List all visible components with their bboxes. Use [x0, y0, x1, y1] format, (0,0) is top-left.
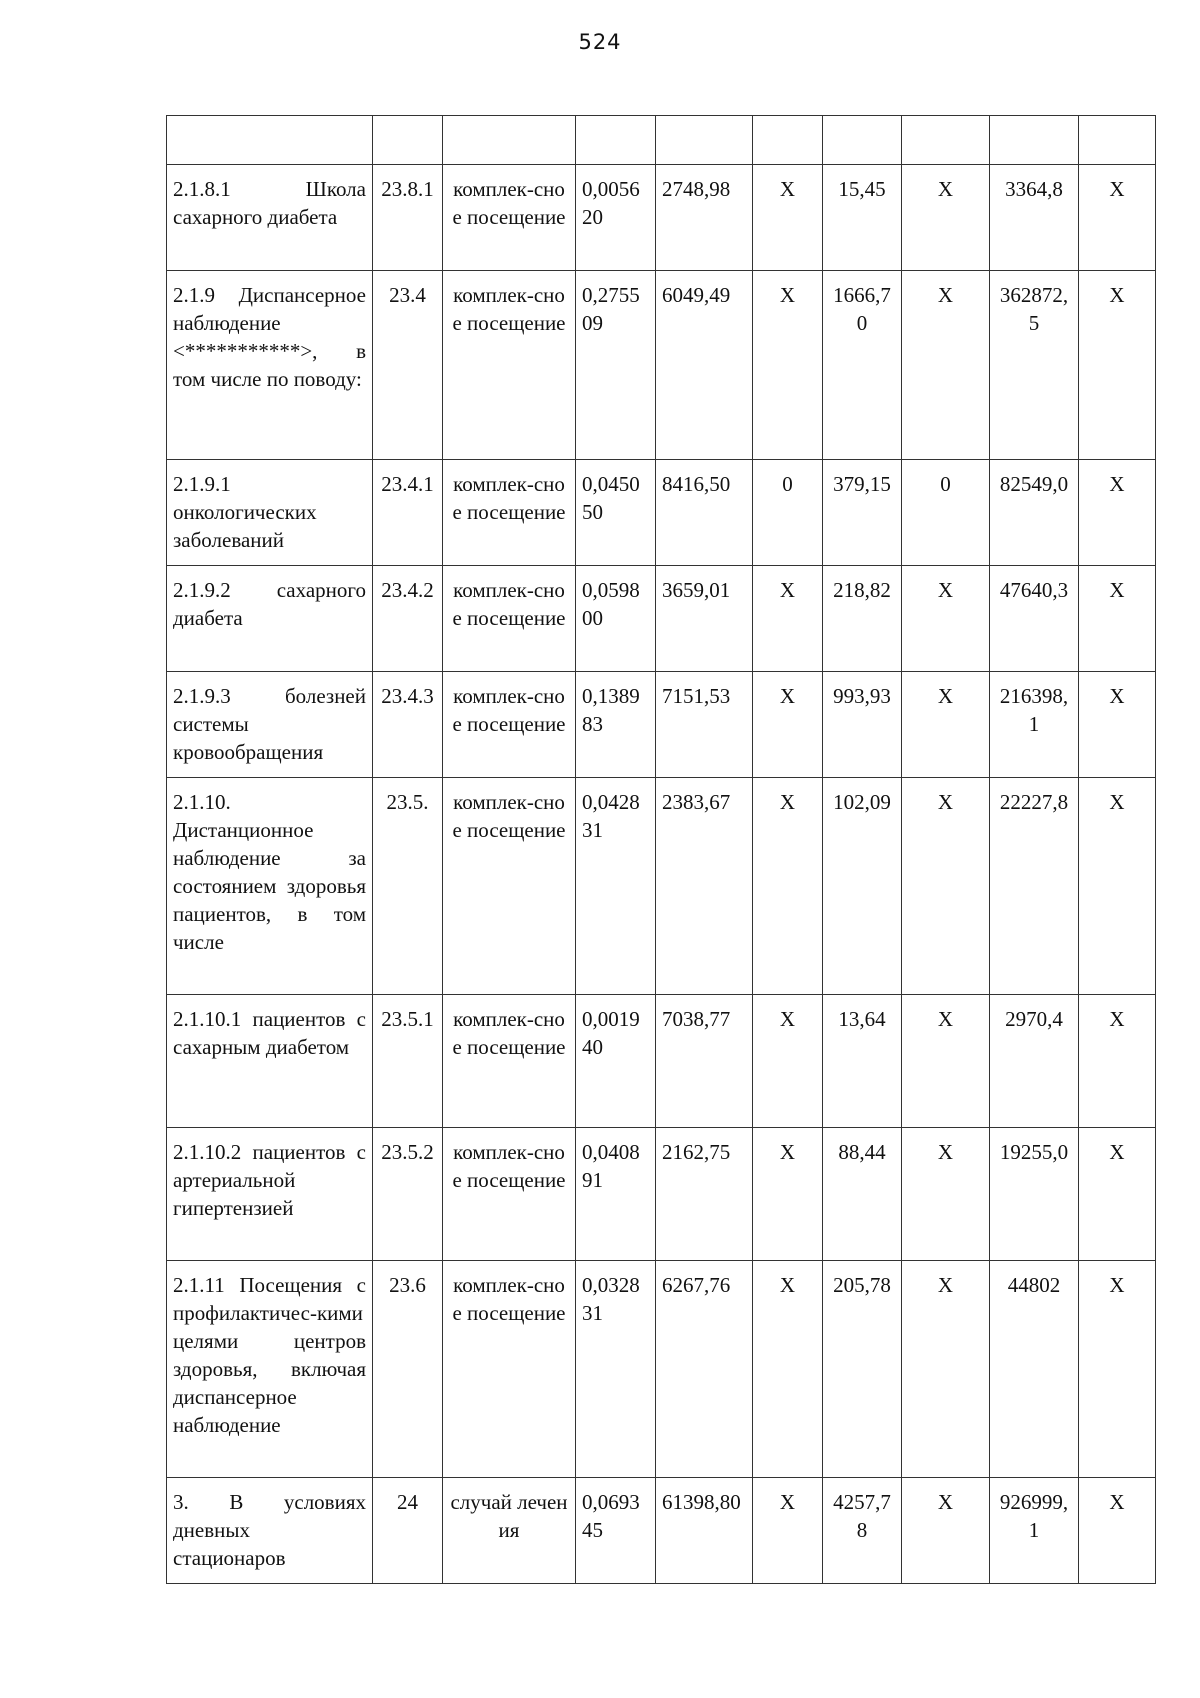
row-unit-cell: комплек-сное посещение	[443, 271, 576, 460]
row-unit-cell: комплек-сное посещение	[443, 165, 576, 271]
row-col9-cell: 47640,3	[990, 566, 1079, 672]
row-name-cell: 2.1.10. Дистанционное наблюдение за состоянием здоровья пациентов, в том числе	[167, 778, 373, 995]
row-col6-cell: X	[753, 1478, 823, 1584]
row-name-cell: 2.1.9.3 болезней системы кровообращения	[167, 672, 373, 778]
row-code-cell: 23.4.3	[373, 672, 443, 778]
row-col8-cell: X	[902, 271, 990, 460]
row-unit-cell: комплек-сное посещение	[443, 460, 576, 566]
row-norm-cell: 0,059800	[576, 566, 656, 672]
row-cost-cell: 7151,53	[656, 672, 753, 778]
table-row	[167, 1128, 1156, 1261]
table-row	[167, 778, 1156, 995]
row-col10-cell: X	[1079, 566, 1156, 672]
row-code-cell: 23.5.	[373, 778, 443, 995]
header-cell	[576, 116, 656, 165]
row-col7-cell: 205,78	[823, 1261, 902, 1478]
row-col8-cell: X	[902, 1261, 990, 1478]
row-norm-cell: 0,042831	[576, 778, 656, 995]
row-col6-cell: X	[753, 1128, 823, 1261]
row-code-cell: 23.4.2	[373, 566, 443, 672]
row-name-cell: 2.1.9.1 онкологических заболеваний	[167, 460, 373, 566]
row-col6-cell: X	[753, 165, 823, 271]
row-code-cell: 23.5.2	[373, 1128, 443, 1261]
row-col7-cell: 993,93	[823, 672, 902, 778]
row-col10-cell: X	[1079, 672, 1156, 778]
row-norm-cell: 0,005620	[576, 165, 656, 271]
row-col10-cell: X	[1079, 778, 1156, 995]
page-number: 524	[578, 30, 622, 54]
header-cell	[990, 116, 1079, 165]
row-col8-cell: X	[902, 165, 990, 271]
row-code-cell: 23.4.1	[373, 460, 443, 566]
row-cost-cell: 3659,01	[656, 566, 753, 672]
row-col10-cell: X	[1079, 165, 1156, 271]
row-name-cell: 2.1.10.1 пациентов с сахарным диабетом	[167, 995, 373, 1128]
table-row	[167, 165, 1156, 271]
row-cost-cell: 7038,77	[656, 995, 753, 1128]
row-col6-cell: X	[753, 1261, 823, 1478]
row-col10-cell: X	[1079, 271, 1156, 460]
row-norm-cell: 0,040891	[576, 1128, 656, 1261]
table-row	[167, 1478, 1156, 1584]
row-name-cell: 2.1.9 Диспансерное наблюдение <***********>, в том числе по поводу:	[167, 271, 373, 460]
row-unit-cell: комплек-сное посещение	[443, 566, 576, 672]
header-cell	[1079, 116, 1156, 165]
row-col7-cell: 13,64	[823, 995, 902, 1128]
row-col6-cell: X	[753, 672, 823, 778]
row-col8-cell: X	[902, 778, 990, 995]
row-col9-cell: 216398,1	[990, 672, 1079, 778]
row-unit-cell: комплек-сное посещение	[443, 1128, 576, 1261]
row-col8-cell: X	[902, 995, 990, 1128]
row-col9-cell: 926999,1	[990, 1478, 1079, 1584]
row-col7-cell: 218,82	[823, 566, 902, 672]
row-name-cell: 2.1.9.2 сахарного диабета	[167, 566, 373, 672]
row-col9-cell: 3364,8	[990, 165, 1079, 271]
table-row	[167, 271, 1156, 460]
row-col9-cell: 362872,5	[990, 271, 1079, 460]
table-row	[167, 672, 1156, 778]
table-row	[167, 460, 1156, 566]
row-col10-cell: X	[1079, 1261, 1156, 1478]
table-row	[167, 995, 1156, 1128]
row-cost-cell: 8416,50	[656, 460, 753, 566]
row-col8-cell: X	[902, 1128, 990, 1261]
row-unit-cell: комплек-сное посещение	[443, 1261, 576, 1478]
header-cell	[443, 116, 576, 165]
row-col9-cell: 44802	[990, 1261, 1079, 1478]
row-cost-cell: 6049,49	[656, 271, 753, 460]
row-code-cell: 23.6	[373, 1261, 443, 1478]
row-col8-cell: X	[902, 566, 990, 672]
row-col7-cell: 379,15	[823, 460, 902, 566]
row-cost-cell: 2383,67	[656, 778, 753, 995]
row-code-cell: 23.5.1	[373, 995, 443, 1128]
row-col7-cell: 1666,70	[823, 271, 902, 460]
table-row	[167, 566, 1156, 672]
row-col7-cell: 4257,78	[823, 1478, 902, 1584]
row-unit-cell: случай лечения	[443, 1478, 576, 1584]
row-col10-cell: X	[1079, 1128, 1156, 1261]
row-col6-cell: 0	[753, 460, 823, 566]
row-col8-cell: X	[902, 672, 990, 778]
table-header-row	[167, 116, 1156, 165]
row-norm-cell: 0,032831	[576, 1261, 656, 1478]
data-table	[166, 115, 1156, 1584]
row-col7-cell: 102,09	[823, 778, 902, 995]
row-col7-cell: 15,45	[823, 165, 902, 271]
row-code-cell: 24	[373, 1478, 443, 1584]
row-norm-cell: 0,001940	[576, 995, 656, 1128]
header-cell	[656, 116, 753, 165]
row-unit-cell: комплек-сное посещение	[443, 778, 576, 995]
row-col10-cell: X	[1079, 1478, 1156, 1584]
row-col9-cell: 82549,0	[990, 460, 1079, 566]
row-name-cell: 2.1.11 Посещения с профилактичес-кими целями центров здоровья, включая диспансерное наблюдение	[167, 1261, 373, 1478]
header-cell	[902, 116, 990, 165]
row-col6-cell: X	[753, 778, 823, 995]
row-name-cell: 3. В условиях дневных стационаров	[167, 1478, 373, 1584]
row-cost-cell: 61398,80	[656, 1478, 753, 1584]
row-col9-cell: 2970,4	[990, 995, 1079, 1128]
row-col10-cell: X	[1079, 995, 1156, 1128]
row-name-cell: 2.1.10.2 пациентов с артериальной гипертензией	[167, 1128, 373, 1261]
row-col8-cell: 0	[902, 460, 990, 566]
row-cost-cell: 6267,76	[656, 1261, 753, 1478]
row-col6-cell: X	[753, 995, 823, 1128]
row-norm-cell: 0,069345	[576, 1478, 656, 1584]
header-cell	[823, 116, 902, 165]
row-unit-cell: комплек-сное посещение	[443, 672, 576, 778]
header-cell	[753, 116, 823, 165]
row-norm-cell: 0,275509	[576, 271, 656, 460]
row-cost-cell: 2162,75	[656, 1128, 753, 1261]
row-name-cell: 2.1.8.1 Школа сахарного диабета	[167, 165, 373, 271]
row-col6-cell: X	[753, 271, 823, 460]
row-cost-cell: 2748,98	[656, 165, 753, 271]
row-norm-cell: 0,138983	[576, 672, 656, 778]
table-row	[167, 1261, 1156, 1478]
header-cell	[373, 116, 443, 165]
row-col9-cell: 22227,8	[990, 778, 1079, 995]
row-col9-cell: 19255,0	[990, 1128, 1079, 1261]
row-norm-cell: 0,045050	[576, 460, 656, 566]
row-col8-cell: X	[902, 1478, 990, 1584]
row-unit-cell: комплек-сное посещение	[443, 995, 576, 1128]
row-col7-cell: 88,44	[823, 1128, 902, 1261]
row-col6-cell: X	[753, 566, 823, 672]
row-code-cell: 23.8.1	[373, 165, 443, 271]
row-code-cell: 23.4	[373, 271, 443, 460]
row-col10-cell: X	[1079, 460, 1156, 566]
header-cell	[167, 116, 373, 165]
